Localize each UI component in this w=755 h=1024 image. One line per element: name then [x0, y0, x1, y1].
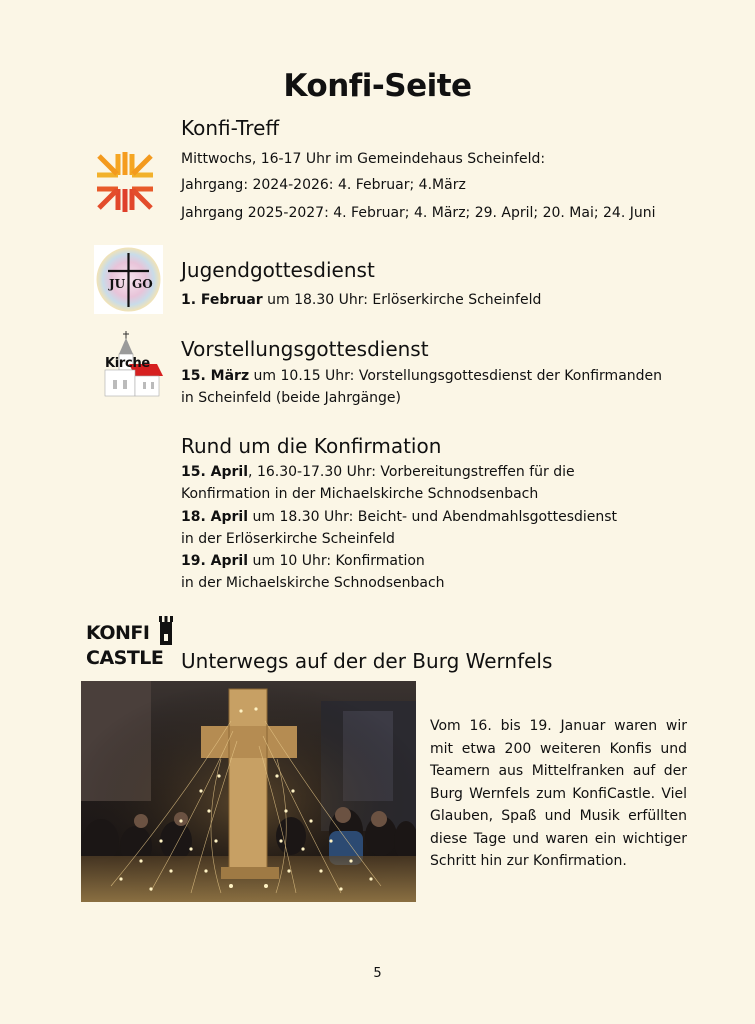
- konfirmation-heading: Rund um die Konfirmation: [181, 434, 442, 458]
- page-title: Konfi-Seite: [283, 68, 472, 104]
- konfirmation-event-2-text: um 18.30 Uhr: Beicht- und Abendmahlsgottesdienst: [248, 509, 618, 525]
- jugo-logo: [94, 245, 163, 314]
- konfirmation-event-1-line2: Konfirmation in der Michaelskirche Schnodsenbach: [181, 486, 539, 502]
- konfitreff-logo-icon: [93, 150, 157, 214]
- jugo-logo-right: GO: [132, 277, 153, 291]
- konfirmation-event-1-text: , 16.30-17.30 Uhr: Vorbereitungstreffen für die: [248, 464, 575, 480]
- konfi-castle-logo: [86, 614, 180, 672]
- konfi-castle-photo: [81, 681, 416, 902]
- konfirmation-event-2: [181, 506, 617, 528]
- jugo-text: um 18.30 Uhr: Erlöserkirche Scheinfeld: [262, 292, 542, 308]
- konfirmation-event-1: [181, 461, 575, 483]
- castle-tower-icon: [158, 615, 174, 645]
- church-logo-text: Kirche: [105, 356, 150, 371]
- konfirmation-event-1-date: 15. April: [181, 464, 249, 480]
- page-number: 5: [373, 966, 382, 981]
- konfi-castle-logo-line1: KONFI: [86, 622, 150, 644]
- konfirmation-event-3: [181, 550, 425, 572]
- konfitreff-jahrgang-2024: Jahrgang: 2024-2026: 4. Februar; 4.März: [181, 177, 466, 193]
- jugo-date: 1. Februar: [181, 292, 263, 308]
- konfirmation-event-3-date: 19. April: [181, 553, 249, 569]
- jugo-heading: Jugendgottesdienst: [181, 258, 375, 282]
- konfirmation-event-2-line2: in der Erlöserkirche Scheinfeld: [181, 531, 395, 547]
- jugo-info: [181, 289, 541, 311]
- jugo-logo-left: JU: [109, 277, 126, 291]
- konfitreff-jahrgang-2025: Jahrgang 2025-2027: 4. Februar; 4. März; 29. April; 20. Mai; 24. Juni: [181, 205, 656, 221]
- konfirmation-event-2-date: 18. April: [181, 509, 249, 525]
- vorstellung-line2: in Scheinfeld (beide Jahrgänge): [181, 390, 402, 406]
- church-logo: [99, 330, 165, 398]
- konfitreff-heading: Konfi-Treff: [181, 116, 280, 140]
- konfirmation-event-3-text: um 10 Uhr: Konfirmation: [248, 553, 425, 569]
- konfitreff-time: Mittwochs, 16-17 Uhr im Gemeindehaus Scheinfeld:: [181, 151, 546, 167]
- castle-heading: Unterwegs auf der der Burg Wernfels: [181, 649, 553, 673]
- castle-paragraph: Vom 16. bis 19. Januar waren wir mit etwa 200 weiteren Konfis und Teamern aus Mittelfranken auf der Burg Wernfels zum KonfiCastle. Viel Glauben, Spaß und Musik erfüllten diese Tage und waren ein wichtiger Schritt hin zur Konfirmation.: [430, 718, 687, 869]
- vorstellung-date: 15. März: [181, 368, 250, 384]
- vorstellung-text: um 10.15 Uhr: Vorstellungsgottesdienst der Konfirmanden: [249, 368, 663, 384]
- vorstellung-heading: Vorstellungsgottesdienst: [181, 337, 429, 361]
- konfirmation-event-3-line2: in der Michaelskirche Schnodsenbach: [181, 575, 445, 591]
- vorstellung-info: [181, 365, 662, 387]
- konfi-castle-logo-line2: CASTLE: [86, 647, 164, 669]
